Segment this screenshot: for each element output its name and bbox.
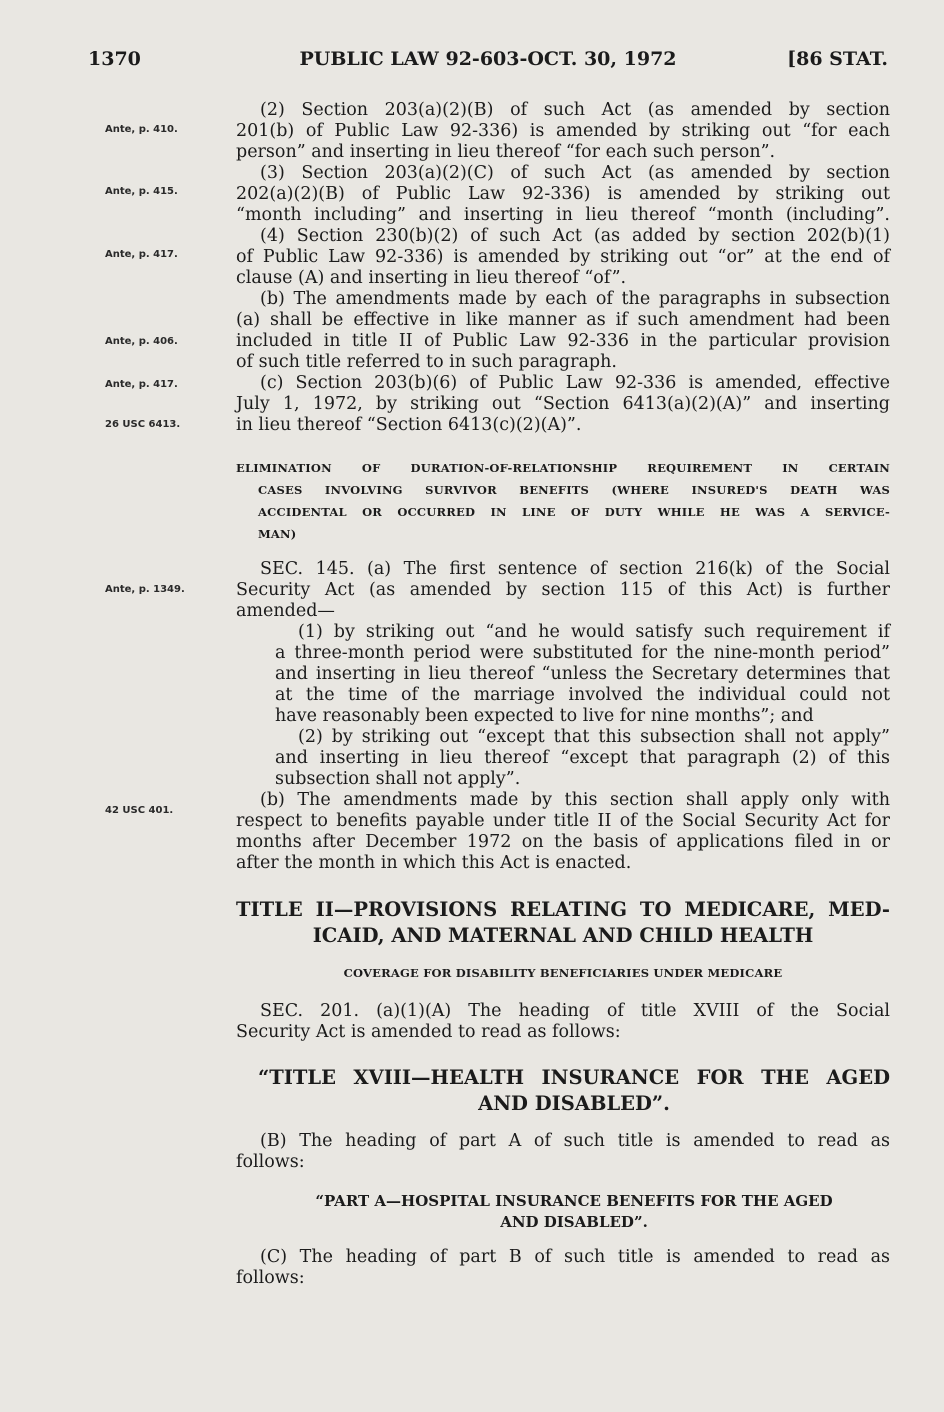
- text-line: (4) Section 230(b)(2) of such Act (as added by section 202(b)(1): [260, 226, 890, 246]
- section-heading: ELIMINATION OF DURATION-OF-RELATIONSHIP REQUIREMENT IN CERTAIN: [236, 461, 890, 475]
- text-line: (a) shall be effective in like manner as if such amendment had been: [236, 310, 890, 330]
- text-line: July 1, 1972, by striking out “Section 6413(a)(2)(A)” and inserting: [236, 394, 890, 414]
- text-line: SEC. 145. (a) The first sentence of section 216(k) of the Social: [260, 559, 890, 579]
- text-line: follows:: [236, 1268, 305, 1288]
- running-title: PUBLIC LAW 92-603-OCT. 30, 1972: [299, 48, 677, 70]
- text-line: Security Act is amended to read as follows:: [236, 1022, 621, 1042]
- text-line: and inserting in lieu thereof “unless the Secretary determines that: [275, 664, 890, 684]
- text-line: a three-month period were substituted for the nine-month period”: [275, 643, 890, 663]
- text-line: in lieu thereof “Section 6413(c)(2)(A)”.: [236, 415, 582, 435]
- text-line: (3) Section 203(a)(2)(C) of such Act (as amended by section: [260, 163, 890, 183]
- text-line: after the month in which this Act is enacted.: [236, 853, 632, 873]
- text-line: (2) Section 203(a)(2)(B) of such Act (as amended by section: [260, 100, 890, 120]
- text-line: “month including” and inserting in lieu thereof “month (including”.: [236, 205, 890, 225]
- margin-note: Ante, p. 410.: [105, 124, 178, 135]
- section-heading: MAN): [258, 527, 297, 541]
- text-line: clause (A) and inserting in lieu thereof “of”.: [236, 268, 627, 288]
- title-heading: TITLE II—PROVISIONS RELATING TO MEDICARE, MED-: [236, 898, 890, 921]
- statute-reference: [86 STAT.: [787, 48, 888, 70]
- text-line: months after December 1972 on the basis of applications filed in or: [236, 832, 890, 852]
- text-line: person” and inserting in lieu thereof “for each such person”.: [236, 142, 776, 162]
- margin-note: Ante, p. 417.: [105, 379, 178, 390]
- text-line: (b) The amendments made by this section shall apply only with: [260, 790, 890, 810]
- text-line: (c) Section 203(b)(6) of Public Law 92-336 is amended, effective: [260, 373, 890, 393]
- text-line: and inserting in lieu thereof “except that paragraph (2) of this: [275, 748, 890, 768]
- text-line: (B) The heading of part A of such title is amended to read as: [260, 1131, 890, 1151]
- margin-note: Ante, p. 406.: [105, 336, 178, 347]
- section-heading: CASES INVOLVING SURVIVOR BENEFITS (WHERE INSURED'S DEATH WAS: [258, 483, 890, 497]
- title-heading: ICAID, AND MATERNAL AND CHILD HEALTH: [312, 924, 814, 947]
- margin-note: Ante, p. 417.: [105, 249, 178, 260]
- text-line: SEC. 201. (a)(1)(A) The heading of title XVIII of the Social: [260, 1001, 890, 1021]
- text-line: subsection shall not apply”.: [275, 769, 521, 789]
- text-line: have reasonably been expected to live for nine months”; and: [275, 706, 814, 726]
- text-line: 201(b) of Public Law 92-336) is amended by striking out “for each: [236, 121, 890, 141]
- title-xviii-heading: AND DISABLED”.: [478, 1092, 670, 1115]
- section-heading: ACCIDENTAL OR OCCURRED IN LINE OF DUTY WHILE HE WAS A SERVICE-: [258, 505, 890, 519]
- text-line: follows:: [236, 1152, 305, 1172]
- text-line: of Public Law 92-336) is amended by striking out “or” at the end of: [236, 247, 890, 267]
- page-number: 1370: [88, 48, 141, 70]
- title-xviii-heading: “TITLE XVIII—HEALTH INSURANCE FOR THE AGED: [258, 1066, 890, 1089]
- text-line: Security Act (as amended by section 115 of this Act) is further: [236, 580, 890, 600]
- text-line: amended—: [236, 601, 335, 621]
- text-line: respect to benefits payable under title II of the Social Security Act for: [236, 811, 890, 831]
- coverage-heading: COVERAGE FOR DISABILITY BENEFICIARIES UNDER MEDICARE: [343, 966, 783, 980]
- text-line: included in title II of Public Law 92-336 in the particular provision: [236, 331, 890, 351]
- margin-note: Ante, p. 415.: [105, 186, 178, 197]
- text-line: (1) by striking out “and he would satisfy such requirement if: [298, 622, 890, 642]
- margin-note: 26 USC 6413.: [105, 419, 181, 430]
- text-line: at the time of the marriage involved the individual could not: [275, 685, 890, 705]
- margin-note: Ante, p. 1349.: [105, 584, 185, 595]
- part-a-heading: “PART A—HOSPITAL INSURANCE BENEFITS FOR THE AGED: [315, 1192, 833, 1210]
- margin-note: 42 USC 401.: [105, 805, 174, 816]
- text-line: (2) by striking out “except that this subsection shall not apply”: [298, 727, 890, 747]
- text-line: 202(a)(2)(B) of Public Law 92-336) is amended by striking out: [236, 184, 890, 204]
- text-line: (C) The heading of part B of such title is amended to read as: [260, 1247, 890, 1267]
- part-a-heading: AND DISABLED”.: [500, 1213, 648, 1231]
- text-line: of such title referred to in such paragraph.: [236, 352, 617, 372]
- text-line: (b) The amendments made by each of the paragraphs in subsection: [260, 289, 890, 309]
- page-header: [88, 48, 888, 78]
